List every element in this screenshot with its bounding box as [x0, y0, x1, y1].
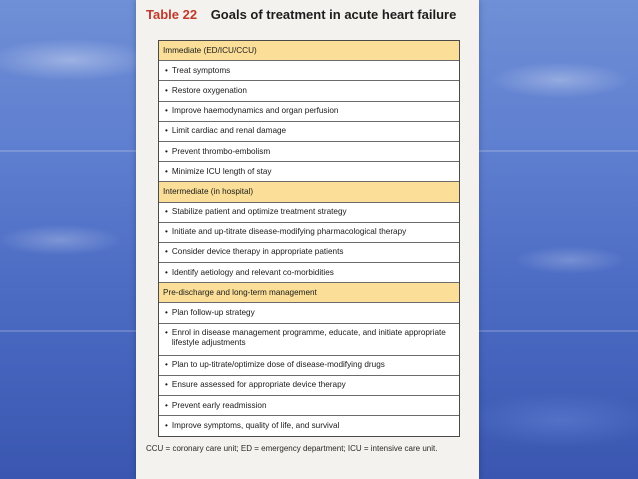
section-label: Immediate (ED/ICU/CCU) [163, 45, 257, 55]
table-row [159, 122, 459, 142]
table-footnote: CCU = coronary care unit; ED = emergency department; ICU = intensive care unit. [146, 444, 438, 453]
slide-content-panel [136, 0, 479, 479]
row-label: Limit cardiac and renal damage [171, 126, 287, 136]
bullet-icon: • [165, 85, 168, 95]
row-label: Restore oxygenation [171, 85, 247, 95]
row-label: Prevent early readmission [171, 400, 267, 410]
bullet-icon: • [165, 227, 168, 237]
table-row [159, 324, 459, 356]
row-label: Stabilize patient and optimize treatment strategy [171, 207, 347, 217]
bullet-icon: • [165, 400, 168, 410]
table-row [159, 303, 459, 323]
bullet-icon: • [165, 65, 168, 75]
table-section-header [159, 41, 459, 61]
table-row [159, 416, 459, 436]
table-row [159, 396, 459, 416]
row-label: Treat symptoms [171, 65, 231, 75]
bullet-icon: • [165, 106, 168, 116]
row-label: Prevent thrombo-embolism [171, 146, 271, 156]
table-title: Goals of treatment in acute heart failure [210, 7, 457, 22]
row-label: Minimize ICU length of stay [171, 166, 272, 176]
table-row [159, 223, 459, 243]
bullet-icon: • [165, 207, 168, 217]
bullet-icon: • [165, 421, 168, 431]
table-row [159, 102, 459, 122]
row-label: Identify aetiology and relevant co-morbidities [171, 267, 334, 277]
row-label: Ensure assessed for appropriate device therapy [171, 380, 346, 390]
table-row [159, 376, 459, 396]
section-label: Intermediate (in hospital) [163, 186, 254, 196]
table-row [159, 142, 459, 162]
bullet-icon: • [165, 247, 168, 257]
bullet-icon: • [165, 146, 168, 156]
bullet-icon: • [165, 308, 168, 318]
bullet-icon: • [165, 267, 168, 277]
table-row [159, 263, 459, 283]
row-label: Improve haemodynamics and organ perfusion [171, 106, 339, 116]
table-row [159, 243, 459, 263]
bullet-icon: • [165, 327, 168, 337]
row-label: Improve symptoms, quality of life, and survival [171, 421, 340, 431]
section-label: Pre-discharge and long-term management [163, 287, 317, 297]
bullet-icon: • [165, 166, 168, 176]
bullet-icon: • [165, 126, 168, 136]
goals-table [158, 40, 460, 437]
table-number: Table 22 [146, 7, 198, 22]
table-row [159, 81, 459, 101]
row-label: Plan follow-up strategy [171, 308, 255, 318]
table-section-header [159, 283, 459, 303]
row-label: Initiate and up-titrate disease-modifying pharmacological therapy [171, 227, 407, 237]
table-row [159, 162, 459, 182]
table-heading [146, 7, 456, 22]
table-row [159, 356, 459, 376]
row-label: Enrol in disease management programme, educate, and initiate appropriate lifestyle adjustments [171, 327, 446, 347]
table-section-header [159, 182, 459, 202]
table-row [159, 203, 459, 223]
row-label: Plan to up-titrate/optimize dose of disease-modifying drugs [171, 360, 385, 370]
row-label: Consider device therapy in appropriate patients [171, 247, 344, 257]
bullet-icon: • [165, 360, 168, 370]
bullet-icon: • [165, 380, 168, 390]
table-row [159, 61, 459, 81]
